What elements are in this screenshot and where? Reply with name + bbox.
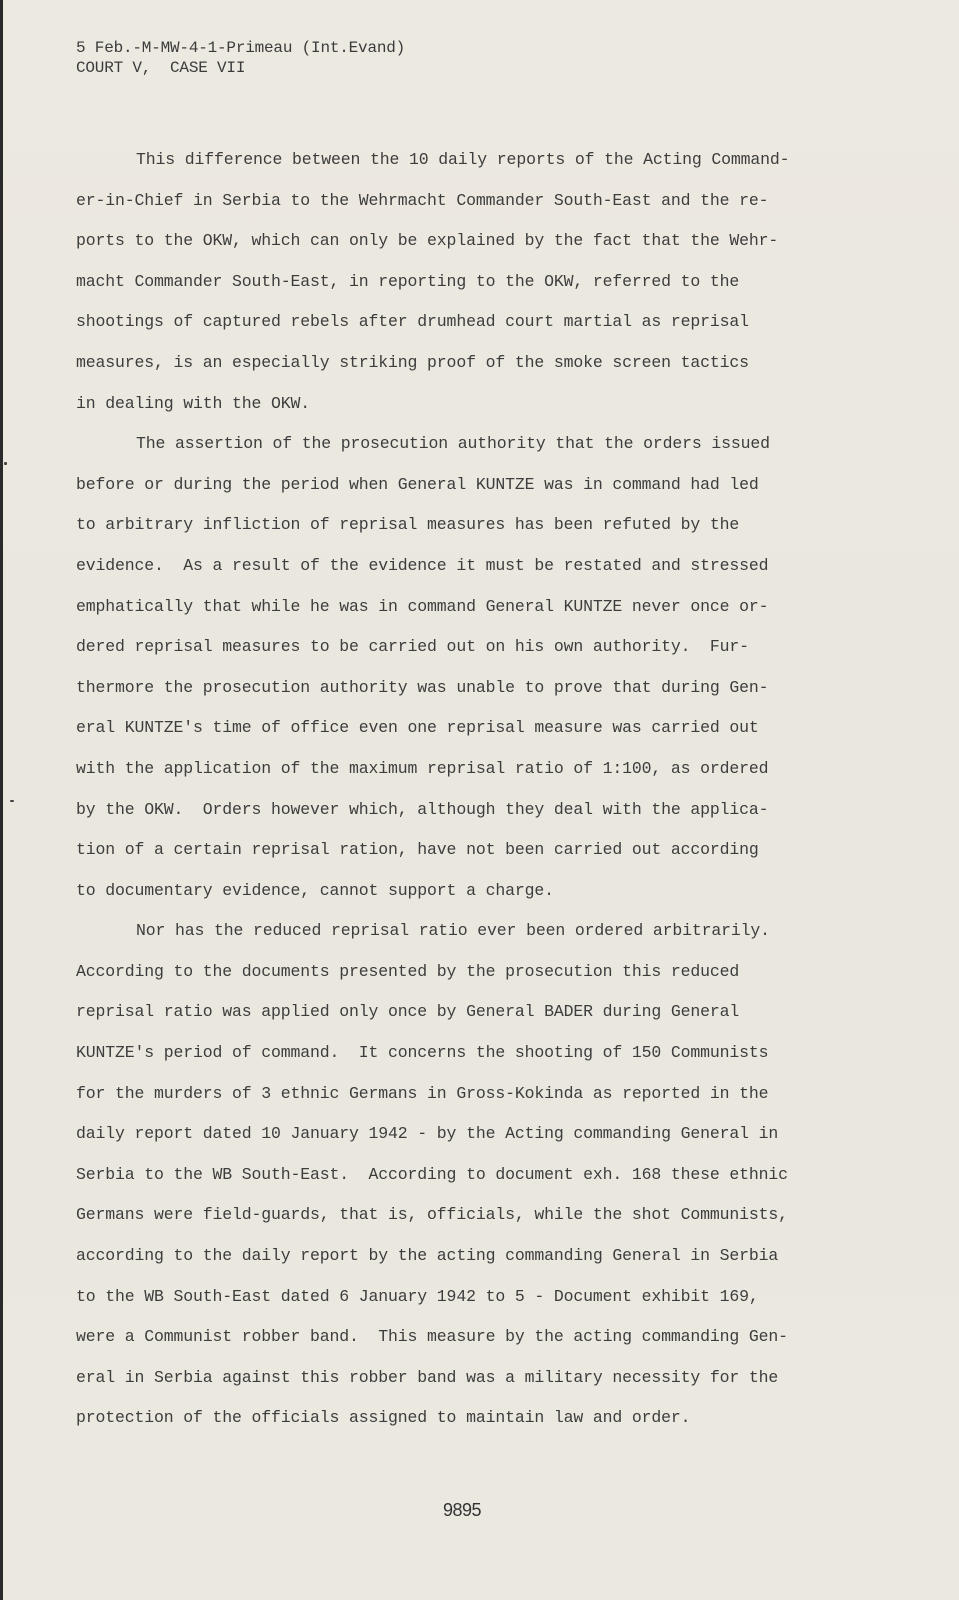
text-line: ports to the OKW, which can only be explained by the fact that the Wehr- [76,231,779,251]
text-line: in dealing with the OKW. [76,393,311,413]
text-line: This difference between the 10 daily reports of the Acting Command- [136,150,790,169]
text-line: before or during the period when General KUNTZE was in command had led [76,474,759,494]
text-line: reprisal ratio was applied only once by General BADER during General [76,1002,740,1022]
text-line: According to the documents presented by the prosecution this reduced [76,961,740,981]
text-line: with the application of the maximum reprisal ratio of 1:100, as ordered [76,758,769,778]
text-line: tion of a certain reprisal ration, have not been carried out according [76,840,759,860]
text-line: Serbia to the WB South-East. According to document exh. 168 these ethnic [76,1164,788,1184]
text-line: thermore the prosecution authority was unable to prove that during Gen- [76,677,769,697]
text-line: dered reprisal measures to be carried out on his own authority. Fur- [76,637,749,657]
text-line: macht Commander South-East, in reporting to the OKW, referred to the [76,271,740,291]
text-line: The assertion of the prosecution authority that the orders issued [136,434,770,454]
text-line: were a Communist robber band. This measure by the acting commanding Gen- [76,1327,788,1347]
text-line: to arbitrary infliction of reprisal measures has been refuted by the [76,515,740,535]
paragraph-2 [76,424,836,911]
text-line: by the OKW. Orders however which, although they deal with the applica- [76,799,769,819]
scan-edge [0,0,3,1600]
text-line: emphatically that while he was in command General KUNTZE never once or- [76,596,769,616]
document-body [76,140,836,1439]
text-line: to documentary evidence, cannot support a charge. [76,880,554,900]
text-line: er-in-Chief in Serbia to the Wehrmacht Commander South-East and the re- [76,190,769,210]
header-reference-line: 5 Feb.-M-MW-4-1-Primeau (Int.Evand) [76,39,406,57]
text-line: according to the daily report by the acting commanding General in Serbia [76,1246,779,1266]
scan-speck [4,462,7,465]
text-line: protection of the officials assigned to maintain law and order. [76,1408,691,1428]
paragraph-3 [76,911,836,1439]
text-line: to the WB South-East dated 6 January 1942 to 5 - Document exhibit 169, [76,1286,759,1306]
text-line: for the murders of 3 ethnic Germans in Gross-Kokinda as reported in the [76,1083,769,1103]
text-line: Germans were field-guards, that is, officials, while the shot Communists, [76,1205,788,1225]
text-line: daily report dated 10 January 1942 - by the Acting commanding General in [76,1124,779,1144]
header-court-case-line: COURT V, CASE VII [76,59,246,77]
text-line: eral KUNTZE's time of office even one reprisal measure was carried out [76,718,759,738]
page-number: 9895 [443,1500,482,1520]
text-line: Nor has the reduced reprisal ratio ever been ordered arbitrarily. [136,921,770,941]
text-line: KUNTZE's period of command. It concerns the shooting of 150 Communists [76,1043,769,1063]
text-line: measures, is an especially striking proof of the smoke screen tactics [76,352,749,372]
document-header [76,38,405,78]
scan-speck [10,800,14,802]
paragraph-1 [76,140,836,424]
text-line: eral in Serbia against this robber band was a military necessity for the [76,1367,779,1387]
text-line: shootings of captured rebels after drumhead court martial as reprisal [76,312,749,332]
text-line: evidence. As a result of the evidence it must be restated and stressed [76,555,769,575]
